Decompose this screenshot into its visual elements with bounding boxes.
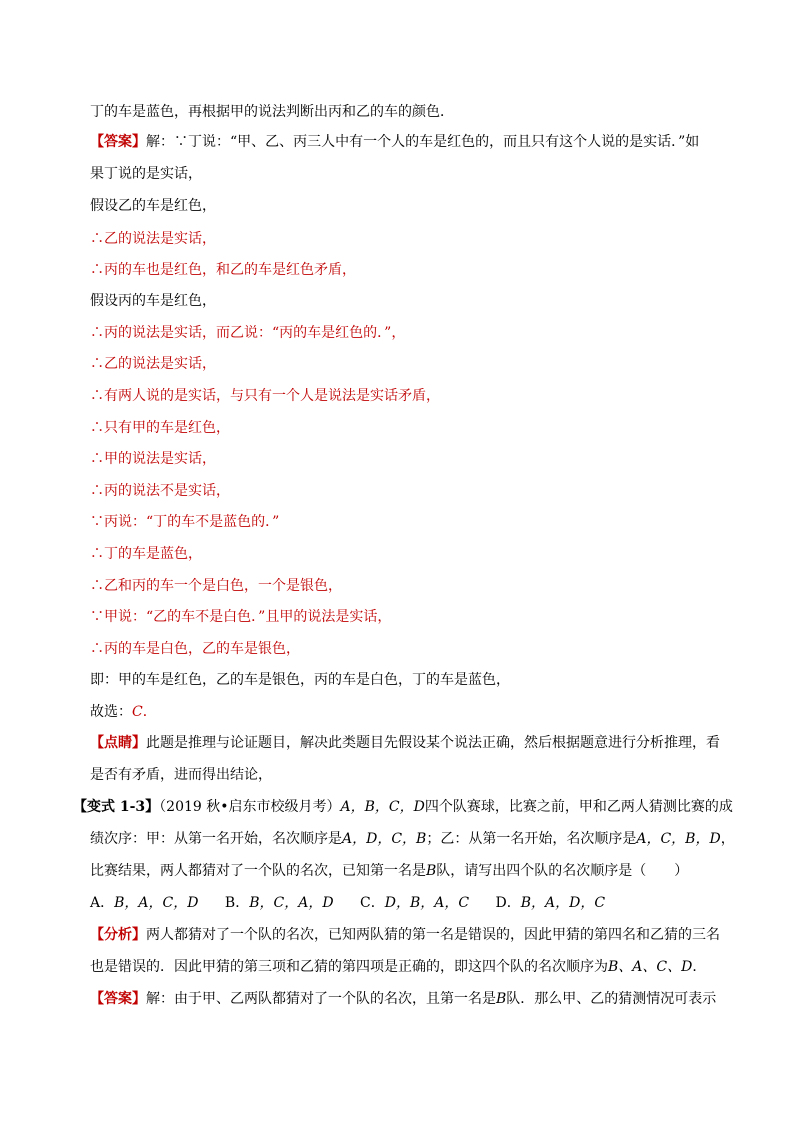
answer-tag: 【答案】 xyxy=(90,991,146,1007)
text-line: 即：甲的车是红色，乙的车是银色，丙的车是白色，丁的车是蓝色， xyxy=(90,672,510,688)
text-line: ∴甲的说法是实话， xyxy=(90,451,216,467)
text-line: ∴丙的说法不是实话， xyxy=(90,483,230,499)
text-line: 也是错误的．因此甲猜的第三项和乙猜的第四项是正确的，即这四个队的名次顺序为B、A、C、D． xyxy=(90,959,707,975)
text-line: 【分析】两人都猜对了一个队的名次，已知两队猜的第一名是错误的，因此甲猜的第四名和乙猜的三名 xyxy=(90,927,720,943)
text-line: ∴丁的车是蓝色， xyxy=(90,546,202,562)
text-line: ∴丙的车也是红色，和乙的车是红色矛盾， xyxy=(90,262,356,278)
text-line: 假设乙的车是红色， xyxy=(90,198,216,214)
text-line: 果丁说的是实话， xyxy=(90,166,202,182)
text-line: ∴乙和丙的车一个是白色，一个是银色， xyxy=(90,578,342,594)
text-line: 比赛结果，两人都猜对了一个队的名次，已知第一名是B队，请写出四个队的名次顺序是（ ） xyxy=(90,863,689,879)
variant-header-line: 【变式 1-3】（2019 秋•启东市校级月考）A，B，C，D四个队赛球，比赛之前，甲和乙两人猜测比赛的成 xyxy=(73,799,733,815)
text-line: 【点睛】此题是推理与论证题目，解决此类题目先假设某个说法正确，然后根据题意进行分析推理，看 xyxy=(90,735,720,751)
text-line: ∴乙的说法是实话， xyxy=(90,231,216,247)
text-line: 【答案】解：∵丁说：“甲、乙、丙三人中有一个人的车是红色的，而且只有这个人说的是实话．”如 xyxy=(90,134,700,150)
text-line: 假设丙的车是红色， xyxy=(90,293,216,309)
text-line: ∴有两人说的是实话，与只有一个人是说法是实话矛盾， xyxy=(90,388,440,404)
comment-tag: 【点睛】 xyxy=(90,735,146,751)
text-line: 是否有矛盾，进而得出结论， xyxy=(90,767,272,783)
text-line: ∴丙的车是白色，乙的车是银色， xyxy=(90,641,300,657)
option-a: A．B，A，C，D xyxy=(90,895,199,911)
text-line: ∴只有甲的车是红色， xyxy=(90,420,230,436)
text-line: 绩次序：甲：从第一名开始，名次顺序是A，D，C，B；乙：从第一名开始，名次顺序是A，C，B，D， xyxy=(90,831,735,847)
option-b: B．B，C，A，D xyxy=(224,895,334,911)
answer-tag: 【答案】 xyxy=(90,134,146,150)
options-line xyxy=(90,893,605,913)
text-line: ∴乙的说法是实话， xyxy=(90,356,216,372)
text-line: ∵丙说：“丁的车不是蓝色的．” xyxy=(90,514,280,530)
text-line: 故选：C． xyxy=(90,704,157,720)
text-line: 丁的车是蓝色，再根据甲的说法判断出丙和乙的车的颜色． xyxy=(90,104,454,120)
option-d: D．B，A，D，C xyxy=(495,895,606,911)
analysis-tag: 【分析】 xyxy=(90,927,146,943)
variant-tag: 【变式 1-3】 xyxy=(73,799,160,815)
option-c: C．D，B，A，C xyxy=(360,895,470,911)
text-line: ∴丙的说法是实话，而乙说：“丙的车是红色的．”， xyxy=(90,325,406,341)
text-line: ∵甲说：“乙的车不是白色．”且甲的说法是实话， xyxy=(90,609,392,625)
text-line: 【答案】解：由于甲、乙两队都猜对了一个队的名次，且第一名是B队．那么甲、乙的猜测情况可表示 xyxy=(90,991,717,1007)
